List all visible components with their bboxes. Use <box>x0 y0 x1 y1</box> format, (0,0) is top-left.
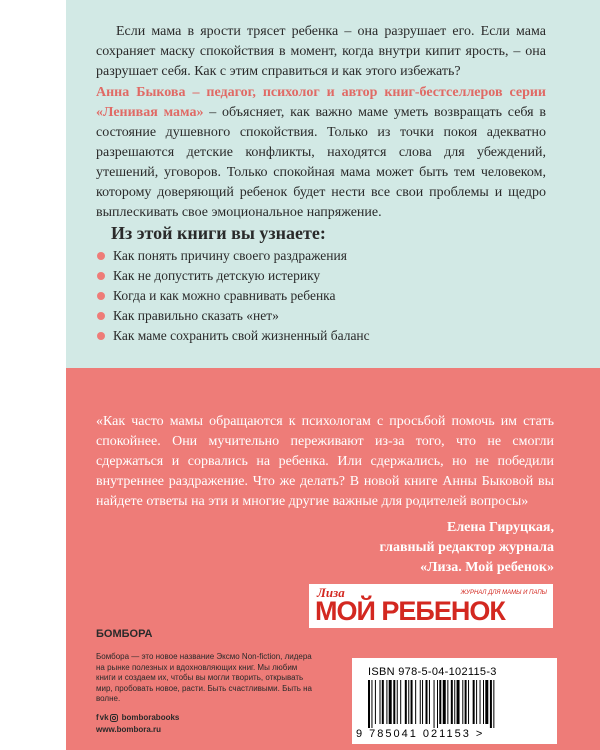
learn-item <box>96 266 516 286</box>
learn-item-text: Как понять причину своего раздражения <box>113 248 347 263</box>
magazine-brand-main: МОЙ РЕБЕНОК <box>315 596 505 626</box>
barcode-digits: 9 785041 021153 > <box>356 728 485 740</box>
author-paragraph <box>96 83 546 223</box>
publisher-description: Бомбора — это новое название Эксмо Non-fiction, лидера на рынке полезных и вдохновляющих книг. Мы любим книги и создаем их, чтобы вы могли творить, открывать мир, пробовать новое, расти. Быть счастливыми. Быть на волне. <box>96 652 313 703</box>
bullet-dot-icon <box>97 292 105 300</box>
learn-item <box>96 306 516 326</box>
quote-role-line2: «Лиза. Мой ребенок» <box>420 560 554 575</box>
barcode-graphic <box>362 680 547 728</box>
author-description: – объясняет, как важно маме уметь возвращать себя в состояние душевного спокойствия. Только из точки покоя адекватно разрешаются детские конфликты, находятся слова для убеждений, утешений, уговоров. Только спокойная мама может быть тем человеком, которому доверяющий ребенок будет нести все свои проблемы и щедро выплескивать свое эмоциональное напряжение. <box>96 105 546 220</box>
quote-role-line1: главный редактор журнала <box>379 540 554 555</box>
bullet-dot-icon <box>97 312 105 320</box>
magazine-brand-small: Лиза <box>317 585 345 600</box>
publisher-website[interactable]: www.bombora.ru <box>96 725 162 734</box>
vk-icon[interactable]: vk <box>99 713 109 722</box>
author-name: Анна Быкова – педагог, психолог и автор книг-бестселлеров серии «Ленивая мама» <box>96 85 546 120</box>
bullet-dot-icon <box>97 332 105 340</box>
instagram-icon[interactable] <box>110 714 118 722</box>
learn-item <box>96 286 516 306</box>
publisher-logo: БОМБОРА <box>96 628 153 640</box>
quote-author: Елена Гируцкая, <box>446 520 554 535</box>
learn-heading: Из этой книги вы узнаете: <box>111 223 326 243</box>
learn-item-text: Как маме сохранить свой жизненный баланс <box>113 328 370 343</box>
isbn-label: ISBN 978-5-04-102115-3 <box>368 666 497 678</box>
social-links <box>96 713 179 722</box>
quote-signature <box>270 518 554 578</box>
bullet-dot-icon <box>97 272 105 280</box>
intro-paragraph: Если мама в ярости трясет ребенка – она разрушает его. Если мама сохраняет маску спокойствия в момент, когда внутри кипит ярость, – она разрушает себя. Как с этим справиться и как этого избежать? <box>96 24 546 79</box>
learn-item-text: Как не допустить детскую истерику <box>113 268 321 283</box>
magazine-tagline: ЖУРНАЛ ДЛЯ МАМЫ И ПАПЫ <box>460 590 547 596</box>
bullet-dot-icon <box>97 252 105 260</box>
learn-item <box>96 326 516 346</box>
testimonial-quote: «Как часто мамы обращаются к психологам с просьбой помочь им стать спокойнее. Они мучительно переживают из-за того, что не смогли сдержаться и сорвались на ребенка. Или сдержались, но не победили внутреннее раздражение. Что же делать? В новой книге Анны Быковой вы найдете ответы на эти и многие другие важные для родителей вопросы» <box>96 414 554 509</box>
learn-item <box>96 246 516 266</box>
learn-item-text: Когда и как можно сравнивать ребенка <box>113 288 336 303</box>
magazine-logo <box>307 582 555 630</box>
learn-list <box>96 246 516 346</box>
isbn-barcode-block <box>352 658 557 744</box>
social-handle[interactable]: bomborabooks <box>121 713 180 722</box>
facebook-icon[interactable]: f <box>96 713 99 722</box>
learn-item-text: Как правильно сказать «нет» <box>113 308 279 323</box>
